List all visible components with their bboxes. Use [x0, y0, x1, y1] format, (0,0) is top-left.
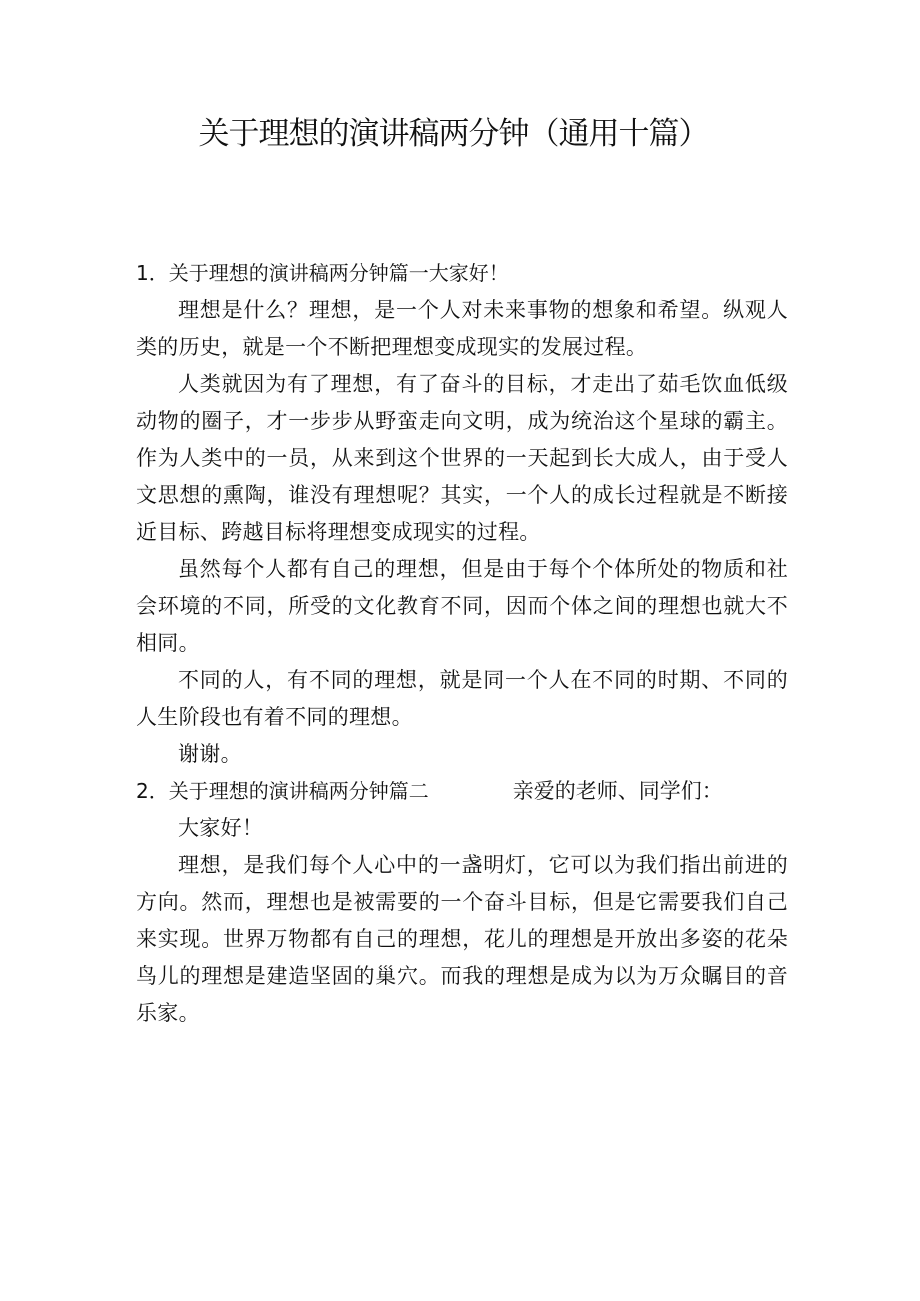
section-2-paragraph: 大家好！: [178, 816, 264, 840]
document-body: [136, 255, 788, 1032]
section-1-paragraph: 不同的人，有不同的理想，就是同一个人在不同的时期、不同的人生阶段也有着不同的理想。: [136, 668, 788, 729]
section-1-paragraph: 虽然每个人都有自己的理想，但是由于每个个体所处的物质和社会环境的不同，所受的文化教育不同，因而个体之间的理想也就大不相同。: [136, 557, 788, 655]
section-1-paragraph: 人类就因为有了理想，有了奋斗的目标，才走出了茹毛饮血低级动物的圈子，才一步步从野蛮走向文明，成为统治这个星球的霸主。作为人类中的一员，从来到这个世界的一天起到长大成人，由于受人文思想的熏陶，谁没有理想呢？其实，一个人的成长过程就是不断接近目标、跨越目标将理想变成现实的过程。: [136, 372, 788, 544]
section-2-greeting: 亲爱的老师、同学们：: [512, 779, 723, 803]
section-1-heading: 1．关于理想的演讲稿两分钟篇一大家好！: [136, 261, 509, 285]
section-1-paragraph: 谢谢。: [178, 742, 242, 766]
section-2-heading-line: [136, 773, 788, 810]
section-2-paragraph: 理想，是我们每个人心中的一盏明灯，它可以为我们指出前进的方向。然而，理想也是被需要的一个奋斗目标，但是它需要我们自己来实现。世界万物都有自己的理想，花儿的理想是开放出多姿的花朵鸟儿的理想是建造坚固的巢穴。而我的理想是成为以为万众瞩目的音乐家。: [136, 853, 788, 1025]
section-2-heading: 2．关于理想的演讲稿两分钟篇二: [136, 779, 429, 803]
section-1-paragraph: 理想是什么？理想，是一个人对未来事物的想象和希望。纵观人类的历史，就是一个不断把理想变成现实的发展过程。: [136, 298, 788, 359]
document-title: 关于理想的演讲稿两分钟（通用十篇）: [198, 116, 709, 152]
